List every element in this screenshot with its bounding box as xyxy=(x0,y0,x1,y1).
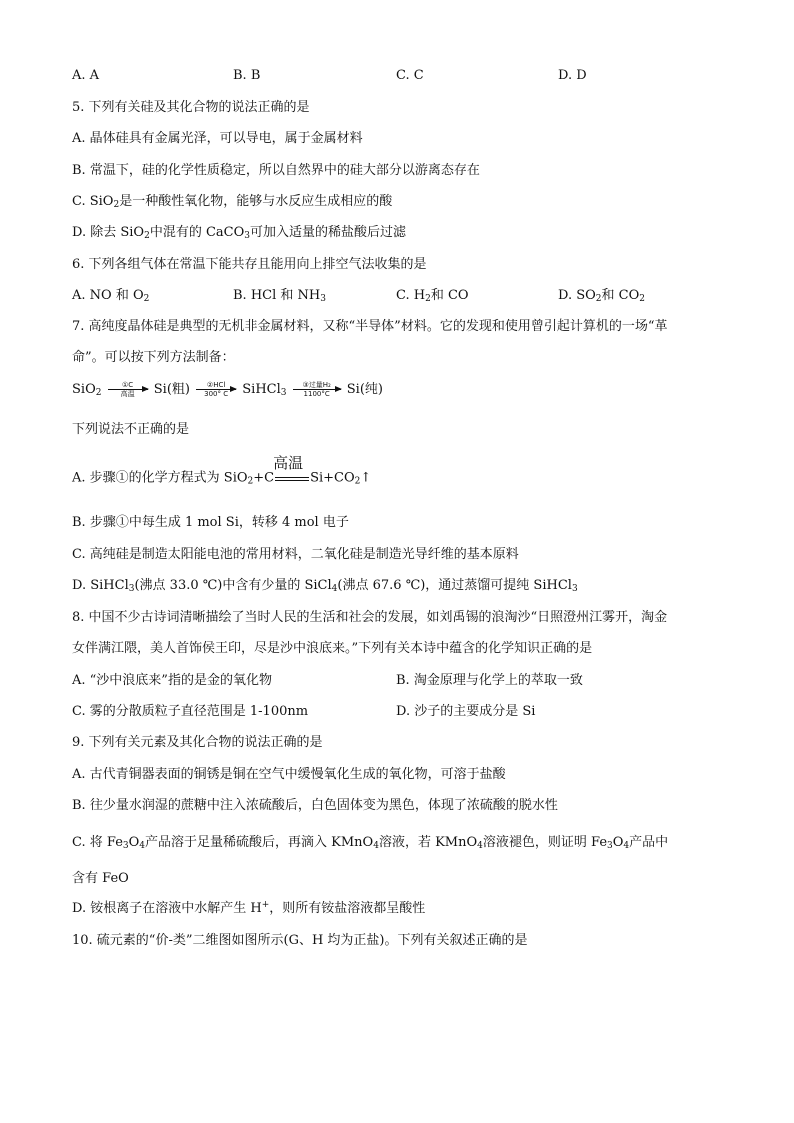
q7-option-d: D. SiHCl$_3$(沸点 33.0 ℃)中含有少量的 SiCl$_4$(沸点 67.6 ℃)，通过蒸馏可提纯 SiHCl$_3$ xyxy=(72,578,578,594)
scheme-sio2: SiO$_2$ xyxy=(72,382,102,398)
q8-option-c: C. 雾的分散质粒子直径范围是 1-100nm xyxy=(72,704,309,719)
q4-option-d: D. D xyxy=(558,68,587,83)
q7-reaction-scheme xyxy=(72,381,383,399)
q7-option-b: B. 步骤①中每生成 1 mol Si，转移 4 mol 电子 xyxy=(72,515,349,530)
q9-option-b: B. 往少量水润湿的蔗糖中注入浓硫酸后，白色固体变为黑色，体现了浓硫酸的脱水性 xyxy=(72,798,558,813)
q7-question: 下列说法不正确的是 xyxy=(72,422,190,437)
q7-option-c: C. 高纯硅是制造太阳能电池的常用材料，二氧化硅是制造光导纤维的基本原料 xyxy=(72,547,519,562)
q5-option-c: C. SiO$_2$是一种酸性氧化物，能够与水反应生成相应的酸 xyxy=(72,194,393,210)
scheme-arrow-1: ①C 高温 xyxy=(108,381,148,398)
q8-stem-line1: 8. 中国不少古诗词清晰描绘了当时人民的生活和社会的发展，如刘禹锡的浪淘沙“日照澄州江雾开，淘金 xyxy=(72,610,668,625)
q7-stem-line2: 命”。可以按下列方法制备： xyxy=(72,350,235,365)
q4-option-b: B. B xyxy=(233,68,261,83)
equation-condition: 高温 xyxy=(275,468,309,488)
q10-stem: 10. 硫元素的“价-类”二维图如图所示(G、H 均为正盐)。下列有关叙述正确的是 xyxy=(72,933,528,948)
q9-option-d: D. 铵根离子在溶液中水解产生 H+，则所有铵盐溶液都呈酸性 xyxy=(72,900,426,916)
q4-option-c: C. C xyxy=(396,68,424,83)
q5-option-b: B. 常温下，硅的化学性质稳定，所以自然界中的硅大部分以游离态存在 xyxy=(72,163,480,178)
scheme-arrow-3: ③过量H₂ 1100°C xyxy=(293,381,341,398)
q6-stem: 6. 下列各组气体在常温下能共存且能用向上排空气法收集的是 xyxy=(72,257,427,272)
q8-option-a: A. “沙中浪底来”指的是金的氧化物 xyxy=(72,673,272,688)
q7-stem-line1: 7. 高纯度晶体硅是典型的无机非金属材料，又称“半导体”材料。它的发现和使用曾引起计算机的一场“革 xyxy=(72,319,668,334)
q5-option-d: D. 除去 SiO$_2$中混有的 CaCO$_3$可加入适量的稀盐酸后过滤 xyxy=(72,225,406,241)
q8-option-d: D. 沙子的主要成分是 Si xyxy=(396,704,536,719)
q4-option-a: A. A xyxy=(72,68,100,83)
scheme-sihcl3: SiHCl$_3$ xyxy=(242,382,287,398)
scheme-si-pure: Si(纯) xyxy=(346,382,383,397)
q5-stem: 5. 下列有关硅及其化合物的说法正确的是 xyxy=(72,100,310,115)
q8-stem-line2: 女伴满江隈，美人首饰侯王印，尽是沙中浪底来。”下列有关本诗中蕴含的化学知识正确的是 xyxy=(72,641,593,656)
q9-option-c: C. 将 $Fe_3O_4$产品溶于足量稀硫酸后，再滴入 KMnO$_4$溶液，若 KMnO$_4$溶液褪色，则证明 $Fe_3O_4$产品中 xyxy=(72,835,669,851)
scheme-si-crude: Si(粗) xyxy=(153,382,190,397)
scheme-arrow-2: ②HCl 300° C xyxy=(196,381,236,398)
q6-option-c: C. $H_2$和 CO xyxy=(396,288,469,304)
q9-option-a: A. 古代青铜器表面的铜锈是铜在空气中缓慢氧化生成的氧化物，可溶于盐酸 xyxy=(72,767,506,782)
q7-option-a: A. 步骤①的化学方程式为 SiO$_2$+C 高温 $Si+CO_2↑$ xyxy=(72,454,372,487)
q5-option-a: A. 晶体硅具有金属光泽，可以导电，属于金属材料 xyxy=(72,131,363,146)
q9-option-c-continued: 含有 FeO xyxy=(72,871,129,886)
q6-option-b: B. HCl 和 $NH_3$ xyxy=(233,288,326,304)
q6-option-a: A. NO 和 $O_2$ xyxy=(72,288,150,304)
q6-option-d: D. $SO_2$和 $CO_2$ xyxy=(558,288,646,304)
q8-option-b: B. 淘金原理与化学上的萃取一致 xyxy=(396,673,583,688)
q9-stem: 9. 下列有关元素及其化合物的说法正确的是 xyxy=(72,735,323,750)
